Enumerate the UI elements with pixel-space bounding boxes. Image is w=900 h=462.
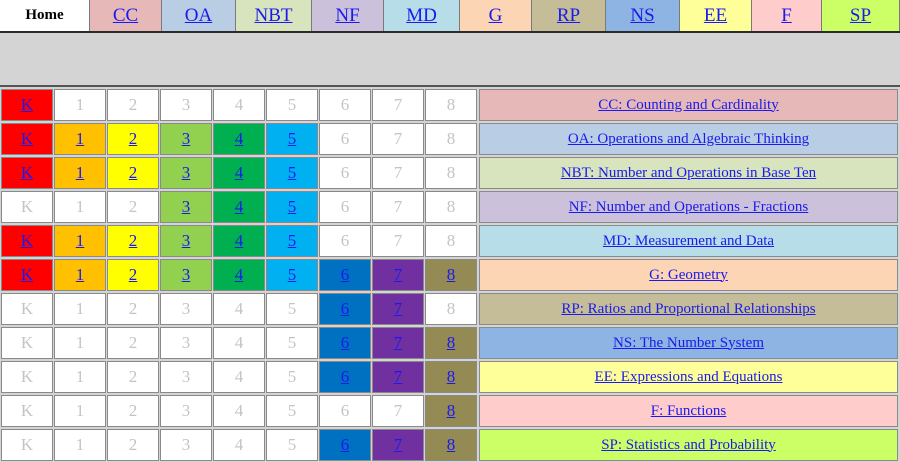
- tab-nbt[interactable]: NBT: [236, 0, 312, 31]
- grade-cell-k[interactable]: K: [1, 123, 53, 155]
- grade-cell-5: 5: [266, 429, 318, 461]
- grade-cell-7[interactable]: 7: [372, 327, 424, 359]
- domain-row: [0, 225, 900, 258]
- grade-cell-7[interactable]: 7: [372, 429, 424, 461]
- grade-cell-6: 6: [319, 395, 371, 427]
- grade-cell-2: 2: [107, 191, 159, 223]
- grade-cell-5: 5: [266, 293, 318, 325]
- grade-cell-2[interactable]: 2: [107, 259, 159, 291]
- grade-cell-7[interactable]: 7: [372, 259, 424, 291]
- grade-cell-8: 8: [425, 157, 477, 189]
- domain-row: [0, 89, 900, 122]
- grade-cell-5[interactable]: 5: [266, 259, 318, 291]
- grade-cell-5[interactable]: 5: [266, 157, 318, 189]
- domain-link[interactable]: NBT: Number and Operations in Base Ten: [479, 157, 898, 189]
- grade-cell-k: K: [1, 429, 53, 461]
- tab-cc[interactable]: CC: [90, 0, 162, 31]
- tab-md[interactable]: MD: [384, 0, 460, 31]
- grade-cell-1: 1: [54, 89, 106, 121]
- grade-cell-3: 3: [160, 327, 212, 359]
- grade-cell-8[interactable]: 8: [425, 327, 477, 359]
- grade-cell-7[interactable]: 7: [372, 293, 424, 325]
- grade-cell-1[interactable]: 1: [54, 123, 106, 155]
- grade-cell-1[interactable]: 1: [54, 225, 106, 257]
- grade-cell-3[interactable]: 3: [160, 123, 212, 155]
- domain-link[interactable]: RP: Ratios and Proportional Relationships: [479, 293, 898, 325]
- domain-row: [0, 123, 900, 156]
- grade-cell-k[interactable]: K: [1, 259, 53, 291]
- grade-cell-1[interactable]: 1: [54, 259, 106, 291]
- grade-cell-3: 3: [160, 395, 212, 427]
- grade-cell-k: K: [1, 395, 53, 427]
- domain-row: [0, 259, 900, 292]
- domain-row: [0, 191, 900, 224]
- grade-cell-4: 4: [213, 293, 265, 325]
- grade-cell-8[interactable]: 8: [425, 395, 477, 427]
- grade-cell-6[interactable]: 6: [319, 327, 371, 359]
- grade-cell-6: 6: [319, 89, 371, 121]
- grade-cell-4[interactable]: 4: [213, 157, 265, 189]
- grade-cell-7: 7: [372, 395, 424, 427]
- tab-ns[interactable]: NS: [606, 0, 680, 31]
- domain-row: [0, 157, 900, 190]
- grade-cell-8: 8: [425, 191, 477, 223]
- grade-cell-7: 7: [372, 225, 424, 257]
- grade-cell-3: 3: [160, 89, 212, 121]
- grade-cell-7: 7: [372, 89, 424, 121]
- grade-cell-2[interactable]: 2: [107, 225, 159, 257]
- grade-cell-2[interactable]: 2: [107, 157, 159, 189]
- domain-link[interactable]: SP: Statistics and Probability: [479, 429, 898, 461]
- tab-g[interactable]: G: [460, 0, 532, 31]
- grade-cell-2: 2: [107, 395, 159, 427]
- domain-link[interactable]: G: Geometry: [479, 259, 898, 291]
- grade-cell-k: K: [1, 191, 53, 223]
- grade-cell-7[interactable]: 7: [372, 361, 424, 393]
- grade-cell-3: 3: [160, 429, 212, 461]
- grade-cell-2: 2: [107, 361, 159, 393]
- grade-cell-2: 2: [107, 429, 159, 461]
- domain-row: [0, 327, 900, 360]
- domain-link[interactable]: CC: Counting and Cardinality: [479, 89, 898, 121]
- grade-cell-4: 4: [213, 361, 265, 393]
- grade-cell-8: 8: [425, 225, 477, 257]
- grade-cell-5[interactable]: 5: [266, 123, 318, 155]
- grade-cell-6: 6: [319, 225, 371, 257]
- grade-cell-6[interactable]: 6: [319, 429, 371, 461]
- standards-grid: [0, 85, 900, 459]
- grade-cell-8: 8: [425, 89, 477, 121]
- grade-cell-4[interactable]: 4: [213, 191, 265, 223]
- grade-cell-6: 6: [319, 157, 371, 189]
- grade-cell-3[interactable]: 3: [160, 191, 212, 223]
- grade-cell-k[interactable]: K: [1, 157, 53, 189]
- domain-row: [0, 361, 900, 394]
- tab-nf[interactable]: NF: [312, 0, 384, 31]
- domain-row: [0, 293, 900, 326]
- grade-cell-6: 6: [319, 191, 371, 223]
- grade-cell-3[interactable]: 3: [160, 157, 212, 189]
- domain-row: [0, 429, 900, 462]
- grade-cell-1: 1: [54, 191, 106, 223]
- grade-cell-1: 1: [54, 327, 106, 359]
- grade-cell-6[interactable]: 6: [319, 259, 371, 291]
- grade-cell-3[interactable]: 3: [160, 259, 212, 291]
- grade-cell-2: 2: [107, 293, 159, 325]
- grade-cell-6[interactable]: 6: [319, 361, 371, 393]
- grade-cell-1: 1: [54, 429, 106, 461]
- grade-cell-k: K: [1, 293, 53, 325]
- grade-cell-5[interactable]: 5: [266, 225, 318, 257]
- grade-cell-3[interactable]: 3: [160, 225, 212, 257]
- grade-cell-5: 5: [266, 361, 318, 393]
- grade-cell-4[interactable]: 4: [213, 225, 265, 257]
- grade-cell-k[interactable]: K: [1, 89, 53, 121]
- domain-link[interactable]: OA: Operations and Algebraic Thinking: [479, 123, 898, 155]
- grade-cell-3: 3: [160, 361, 212, 393]
- tab-home[interactable]: Home: [0, 0, 90, 31]
- grade-cell-2[interactable]: 2: [107, 123, 159, 155]
- grade-cell-2: 2: [107, 327, 159, 359]
- domain-link[interactable]: NS: The Number System: [479, 327, 898, 359]
- grade-cell-4: 4: [213, 327, 265, 359]
- grade-cell-5: 5: [266, 327, 318, 359]
- grade-cell-k: K: [1, 361, 53, 393]
- grade-cell-6[interactable]: 6: [319, 293, 371, 325]
- domain-link[interactable]: F: Functions: [479, 395, 898, 427]
- tab-f[interactable]: F: [752, 0, 822, 31]
- grade-cell-4: 4: [213, 395, 265, 427]
- grade-cell-1: 1: [54, 395, 106, 427]
- domain-link[interactable]: NF: Number and Operations - Fractions: [479, 191, 898, 223]
- grade-cell-k: K: [1, 327, 53, 359]
- domain-link[interactable]: EE: Expressions and Equations: [479, 361, 898, 393]
- grade-cell-4[interactable]: 4: [213, 123, 265, 155]
- grade-cell-8[interactable]: 8: [425, 429, 477, 461]
- tab-rp[interactable]: RP: [532, 0, 606, 31]
- grade-cell-4: 4: [213, 429, 265, 461]
- grade-cell-8[interactable]: 8: [425, 361, 477, 393]
- grade-cell-5: 5: [266, 89, 318, 121]
- grade-cell-k[interactable]: K: [1, 225, 53, 257]
- domain-link[interactable]: MD: Measurement and Data: [479, 225, 898, 257]
- tab-oa[interactable]: OA: [162, 0, 236, 31]
- domain-row: [0, 395, 900, 428]
- top-navigation: [0, 0, 900, 33]
- grade-cell-8: 8: [425, 293, 477, 325]
- grade-cell-3: 3: [160, 293, 212, 325]
- grade-cell-6: 6: [319, 123, 371, 155]
- grade-cell-2: 2: [107, 89, 159, 121]
- grade-cell-5[interactable]: 5: [266, 191, 318, 223]
- grade-cell-5: 5: [266, 395, 318, 427]
- grade-cell-4: 4: [213, 89, 265, 121]
- grade-cell-1: 1: [54, 293, 106, 325]
- grade-cell-7: 7: [372, 123, 424, 155]
- grade-cell-4[interactable]: 4: [213, 259, 265, 291]
- grade-cell-8: 8: [425, 123, 477, 155]
- grade-cell-8[interactable]: 8: [425, 259, 477, 291]
- grade-cell-1[interactable]: 1: [54, 157, 106, 189]
- tab-sp[interactable]: SP: [822, 0, 900, 31]
- grade-cell-1: 1: [54, 361, 106, 393]
- grade-cell-7: 7: [372, 191, 424, 223]
- grade-cell-7: 7: [372, 157, 424, 189]
- tab-ee[interactable]: EE: [680, 0, 752, 31]
